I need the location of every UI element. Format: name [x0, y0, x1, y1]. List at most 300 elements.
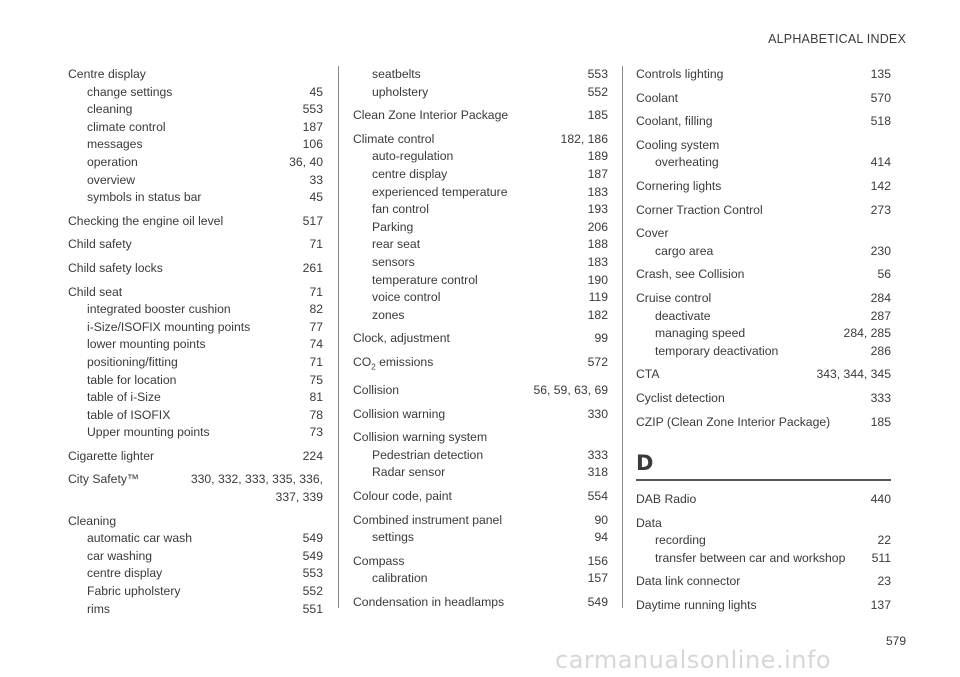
- index-term-rest: emissions: [375, 354, 434, 369]
- index-term-text: City Safety™: [68, 472, 140, 487]
- index-subterm: cleaning: [87, 102, 133, 117]
- index-entry-line: [636, 290, 891, 308]
- index-entry: [68, 236, 323, 254]
- index-subentry: [68, 372, 323, 390]
- index-page-ref: 552: [302, 584, 323, 599]
- index-term: [68, 471, 139, 489]
- index-subterm: Upper mounting points: [87, 425, 210, 440]
- index-term: [636, 414, 830, 432]
- index-page-ref: 188: [587, 237, 608, 252]
- index-subterm: recording: [655, 533, 706, 548]
- index-entry: [636, 491, 891, 509]
- index-subentry: [353, 236, 608, 254]
- index-term-text: Collision warning: [353, 406, 446, 421]
- index-subentry: [636, 325, 891, 343]
- index-entry: [636, 225, 891, 260]
- index-entry-line: [636, 390, 891, 408]
- index-page-ref: 137: [870, 598, 891, 613]
- index-subentry: [636, 154, 891, 172]
- index-entry: [353, 512, 608, 547]
- index-page-ref: 286: [870, 343, 891, 358]
- index-subterm: calibration: [372, 571, 428, 586]
- index-page-ref: 187: [587, 166, 608, 181]
- index-subterm: deactivate: [655, 308, 711, 323]
- index-subentry: [353, 201, 608, 219]
- index-term: [68, 448, 154, 466]
- index-term-text: Collision: [353, 382, 400, 397]
- index-term-text: Cooling system: [636, 137, 720, 152]
- index-term: [636, 113, 713, 131]
- index-subterm: table of i-Size: [87, 390, 161, 405]
- index-term-text: Child safety: [68, 237, 132, 252]
- index-term: [636, 137, 719, 155]
- index-page-ref: 119: [588, 290, 608, 305]
- index-entry-line: [636, 225, 891, 243]
- index-page-ref: 517: [302, 213, 323, 228]
- index-entry: [353, 330, 608, 348]
- index-page-ref: 440: [870, 492, 891, 507]
- index-page-ref: 551: [302, 601, 323, 616]
- index-page-ref: 73: [309, 425, 323, 440]
- index-subentry: [68, 583, 323, 601]
- index-subterm: Fabric upholstery: [87, 584, 181, 599]
- index-entry-line: [68, 66, 323, 84]
- index-subterm: climate control: [87, 119, 166, 134]
- index-page-ref: 206: [587, 219, 608, 234]
- index-entry-line: [353, 107, 608, 125]
- index-page-ref: 572: [587, 354, 608, 369]
- index-term: [68, 513, 116, 531]
- index-column-3: [636, 66, 891, 621]
- index-subentry: [68, 407, 323, 425]
- index-column-2: [353, 66, 608, 617]
- index-subterm: operation: [87, 154, 138, 169]
- index-subterm: automatic car wash: [87, 531, 192, 546]
- index-page-ref: 284, 285: [843, 326, 891, 341]
- index-subterm: temperature control: [372, 272, 478, 287]
- index-subterm: fan control: [372, 202, 429, 217]
- index-page-ref: 185: [587, 108, 608, 123]
- index-subterm: seatbelts: [372, 67, 421, 81]
- index-entry: [353, 553, 608, 588]
- index-page-ref: 189: [587, 149, 608, 164]
- index-entry: [353, 131, 608, 325]
- index-term-text: Corner Traction Control: [636, 202, 763, 217]
- column-divider: [622, 66, 623, 608]
- index-term: [353, 512, 502, 530]
- index-subentry: [68, 389, 323, 407]
- index-entry-line: [636, 414, 891, 432]
- index-subentry: [353, 254, 608, 272]
- index-page-ref: 287: [870, 308, 891, 323]
- index-page-ref: 71: [309, 354, 323, 369]
- index-entry: [636, 366, 891, 384]
- index-entry: [636, 137, 891, 172]
- index-page-ref: 553: [302, 102, 323, 117]
- index-term: [353, 107, 508, 125]
- index-term-text: Colour code, paint: [353, 488, 452, 503]
- index-page-ref: 554: [587, 488, 608, 503]
- index-entry: [353, 429, 608, 482]
- index-page-ref: 23: [877, 574, 891, 589]
- index-term: [636, 597, 757, 615]
- page-number: 579: [885, 634, 906, 648]
- index-entry: [636, 202, 891, 220]
- index-entry: [636, 266, 891, 284]
- index-term: [68, 213, 223, 231]
- index-subterm: Radar sensor: [372, 465, 446, 480]
- index-subterm: managing speed: [655, 326, 746, 341]
- index-term-text: Cleaning: [68, 513, 117, 528]
- index-term: [636, 491, 696, 509]
- index-term-text: Crash, see Collision: [636, 267, 745, 282]
- index-entry-line: [636, 266, 891, 284]
- index-entry: [636, 90, 891, 108]
- index-entry: [353, 354, 608, 376]
- index-subentry: [68, 84, 323, 102]
- index-page-ref: 71: [309, 284, 323, 299]
- index-term: [636, 225, 669, 243]
- index-term: [353, 553, 404, 571]
- index-page-ref: 142: [870, 178, 891, 193]
- index-term-text: Cornering lights: [636, 178, 722, 193]
- index-column-1: [68, 66, 323, 624]
- index-page-ref: 135: [870, 67, 891, 81]
- index-term-text: Controls lighting: [636, 67, 724, 81]
- index-page-ref: 106: [302, 137, 323, 152]
- index-page-ref: 330: [587, 406, 608, 421]
- index-subentry: [353, 307, 608, 325]
- index-term-text: Data: [636, 515, 662, 530]
- index-subterm: positioning/fitting: [87, 354, 178, 369]
- index-entry-line: [68, 284, 323, 302]
- index-term-text: Child safety locks: [68, 260, 163, 275]
- index-page-ref: 183: [587, 184, 608, 199]
- index-term: [636, 178, 721, 196]
- index-subentry: [68, 136, 323, 154]
- index-entry: [353, 406, 608, 424]
- index-term-text: DAB Radio: [636, 492, 697, 507]
- index-subentry: [636, 243, 891, 261]
- index-entry-line: [636, 113, 891, 131]
- index-page-ref-continued: 337, 339: [275, 490, 323, 505]
- index-subterm: overheating: [655, 155, 719, 170]
- index-subentry: [353, 219, 608, 237]
- index-page-ref: 183: [587, 254, 608, 269]
- index-entry-line: [353, 131, 608, 149]
- index-entry: [68, 448, 323, 466]
- index-subentry: [353, 529, 608, 547]
- index-entry: [636, 66, 891, 84]
- index-page-ref: 90: [594, 512, 608, 527]
- index-term-text: Combined instrument panel: [353, 512, 503, 527]
- index-subentry: [68, 319, 323, 337]
- index-entry: [636, 113, 891, 131]
- index-term: [636, 515, 662, 533]
- index-subentry: [353, 447, 608, 465]
- index-subterm: cargo area: [655, 243, 714, 258]
- index-page-ref: 414: [870, 155, 891, 170]
- index-term-text: Checking the engine oil level: [68, 213, 224, 228]
- index-page-ref: 552: [587, 84, 608, 99]
- index-page-ref: 75: [309, 372, 323, 387]
- index-subentry: [68, 565, 323, 583]
- index-entry: [68, 260, 323, 278]
- index-term-text: Centre display: [68, 67, 146, 81]
- index-page-ref: 549: [302, 548, 323, 563]
- index-entry-line: [636, 137, 891, 155]
- index-subterm: Pedestrian detection: [372, 447, 484, 462]
- index-term: [353, 594, 504, 612]
- index-term-text: Condensation in headlamps: [353, 594, 505, 609]
- index-subterm: change settings: [87, 84, 173, 99]
- index-page-ref: 333: [870, 390, 891, 405]
- index-term-text: Collision warning system: [353, 430, 488, 445]
- index-page-ref: 553: [587, 67, 608, 81]
- index-entry: [353, 66, 608, 101]
- index-subterm: auto-regulation: [372, 149, 454, 164]
- index-subterm: zones: [372, 307, 405, 322]
- index-page-ref: 74: [309, 337, 323, 352]
- index-subentry: [353, 84, 608, 102]
- index-page-ref: 99: [594, 331, 608, 346]
- index-subentry: [68, 354, 323, 372]
- index-page-ref: 81: [309, 390, 323, 405]
- index-page-ref: 553: [302, 566, 323, 581]
- index-term-text: Clean Zone Interior Package: [353, 108, 509, 123]
- index-term-text: Cigarette lighter: [68, 448, 155, 463]
- index-term: [353, 330, 450, 348]
- index-page-ref: 343, 344, 345: [816, 367, 891, 382]
- index-entry-line: [636, 491, 891, 509]
- index-page-ref: 518: [870, 114, 891, 129]
- index-term-text: CTA: [636, 367, 660, 382]
- index-term-text: Compass: [353, 553, 405, 568]
- index-subterm: i-Size/ISOFIX mounting points: [87, 319, 251, 334]
- index-page-ref: 230: [870, 243, 891, 258]
- index-term-text: Cyclist detection: [636, 390, 725, 405]
- index-entry: [353, 488, 608, 506]
- index-subterm: voice control: [372, 290, 441, 305]
- index-entry: [636, 515, 891, 568]
- index-subterm: table of ISOFIX: [87, 407, 171, 422]
- index-subterm: table for location: [87, 372, 177, 387]
- index-subentry: [68, 101, 323, 119]
- index-entry: [68, 66, 323, 207]
- index-subterm: rims: [87, 601, 111, 616]
- index-subterm: settings: [372, 530, 415, 545]
- index-term-text: CO: [353, 354, 372, 369]
- index-term-text: Daytime running lights: [636, 598, 757, 613]
- index-entry: [68, 284, 323, 442]
- index-subterm: centre display: [87, 566, 163, 581]
- index-page-ref: 185: [870, 414, 891, 429]
- index-page-ref: 570: [870, 90, 891, 105]
- index-entry: [636, 573, 891, 591]
- index-entry-line: [68, 448, 323, 466]
- index-entry-line: [353, 330, 608, 348]
- index-entry-line: [636, 573, 891, 591]
- index-entry-line: [636, 515, 891, 533]
- index-entry-line: [68, 513, 323, 531]
- index-entry-line: [353, 553, 608, 571]
- index-page-ref: 33: [309, 172, 323, 187]
- index-subentry: [68, 119, 323, 137]
- index-term: [68, 284, 122, 302]
- index-page-ref: 330, 332, 333, 335, 336,: [190, 472, 323, 487]
- index-subentry: [68, 548, 323, 566]
- index-page-ref: 182, 186: [560, 131, 608, 146]
- index-page-ref: 156: [587, 553, 608, 568]
- index-subentry: [353, 289, 608, 307]
- index-term: [636, 66, 723, 84]
- index-term-text: Cruise control: [636, 290, 712, 305]
- index-entry-line: [353, 354, 608, 376]
- index-entry-line: [353, 382, 608, 400]
- index-entry: [636, 597, 891, 615]
- index-subterm: centre display: [372, 166, 448, 181]
- index-subentry: [353, 570, 608, 588]
- index-page-ref: 56, 59, 63, 69: [533, 382, 608, 397]
- index-page-ref: 182: [587, 307, 608, 322]
- index-term: [636, 266, 744, 284]
- index-page-ref: 94: [594, 530, 608, 545]
- index-entry: [353, 594, 608, 612]
- index-page-ref: 318: [587, 465, 608, 480]
- index-entry: [636, 290, 891, 360]
- index-subterm: overview: [87, 172, 136, 187]
- letter-rule: [636, 479, 891, 481]
- index-entry-line: [353, 406, 608, 424]
- index-subentry: [353, 166, 608, 184]
- index-page-ref: 71: [309, 237, 323, 252]
- index-subentry: [353, 66, 608, 84]
- index-page-ref: 82: [309, 302, 323, 317]
- index-subentry: [353, 184, 608, 202]
- index-subentry: [68, 601, 323, 619]
- index-entry: [68, 471, 323, 506]
- index-page-ref: 224: [302, 448, 323, 463]
- index-entry: [353, 107, 608, 125]
- letter-heading-d: [636, 451, 891, 481]
- index-subentry: [68, 424, 323, 442]
- index-page-ref: 511: [871, 550, 891, 565]
- index-term-text: Coolant, filling: [636, 114, 713, 129]
- index-term: [636, 366, 659, 384]
- index-page-ref: 190: [587, 272, 608, 287]
- index-subterm: integrated booster cushion: [87, 302, 231, 317]
- index-page-ref: 273: [870, 202, 891, 217]
- index-term: [353, 406, 445, 424]
- index-term: [353, 131, 434, 149]
- index-term-text: Child seat: [68, 284, 123, 299]
- index-subentry: [353, 148, 608, 166]
- index-term: [636, 573, 740, 591]
- index-term: [636, 290, 711, 308]
- column-divider: [338, 66, 339, 608]
- letter-d: D: [636, 451, 654, 476]
- index-entry-line: [636, 597, 891, 615]
- index-subterm: symbols in status bar: [87, 190, 202, 205]
- index-page-ref: 157: [587, 571, 608, 586]
- index-subentry: [68, 530, 323, 548]
- index-entry: [353, 382, 608, 400]
- index-entry: [636, 390, 891, 408]
- index-term-text: Clock, adjustment: [353, 331, 450, 346]
- index-term: [353, 382, 399, 400]
- index-page-ref: 78: [309, 407, 323, 422]
- index-entry-line: [353, 429, 608, 447]
- index-entry-line: [68, 213, 323, 231]
- index-term-text: Cover: [636, 226, 669, 241]
- index-subentry: [636, 550, 891, 568]
- index-term: [636, 390, 725, 408]
- index-page-ref: 45: [309, 190, 323, 205]
- watermark-text: carmanualsonline.info: [555, 646, 832, 674]
- index-page-ref: 45: [309, 84, 323, 99]
- index-page-ref: 193: [587, 202, 608, 217]
- index-subterm: car washing: [87, 548, 153, 563]
- index-subterm: transfer between car and workshop: [655, 550, 846, 565]
- index-subentry: [353, 464, 608, 482]
- index-page-ref: 549: [302, 531, 323, 546]
- index-entry-line: [636, 366, 891, 384]
- index-entry-line: [636, 90, 891, 108]
- index-page-ref: 284: [870, 290, 891, 305]
- index-subentry: [636, 532, 891, 550]
- index-page-ref: 549: [587, 594, 608, 609]
- index-entry-line: [68, 471, 323, 489]
- index-page-ref: 333: [587, 447, 608, 462]
- index-subterm: Parking: [372, 219, 414, 234]
- index-term-text: CZIP (Clean Zone Interior Package): [636, 414, 831, 429]
- index-term-text: Climate control: [353, 131, 435, 146]
- index-entry: [636, 178, 891, 196]
- index-term: [68, 236, 132, 254]
- subscript: 2: [371, 362, 376, 372]
- index-subentry: [68, 172, 323, 190]
- index-term: [353, 429, 487, 447]
- index-subentry: [68, 301, 323, 319]
- index-subentry: [636, 343, 891, 361]
- index-entry: [68, 513, 323, 619]
- index-subterm: messages: [87, 137, 143, 152]
- index-term: [353, 488, 452, 506]
- index-entry-line: [68, 236, 323, 254]
- index-entry-line: [353, 594, 608, 612]
- index-entry: [636, 414, 891, 432]
- index-subterm: rear seat: [372, 237, 421, 252]
- index-term: [68, 66, 146, 84]
- index-entry-line: [353, 512, 608, 530]
- index-subentry: [68, 154, 323, 172]
- index-term: [353, 354, 433, 376]
- index-page-ref: 77: [309, 319, 323, 334]
- index-page-ref: 56: [877, 267, 891, 282]
- index-subterm: sensors: [372, 254, 415, 269]
- index-term-text: Data link connector: [636, 574, 741, 589]
- index-entry-line: [353, 488, 608, 506]
- page-header-title: ALPHABETICAL INDEX: [768, 32, 906, 46]
- index-term: [636, 202, 763, 220]
- index-page-ref: 36, 40: [289, 154, 323, 169]
- index-page-ref: 187: [302, 119, 323, 134]
- index-entry-line: [636, 66, 891, 84]
- index-term-text: Coolant: [636, 90, 679, 105]
- index-term: [68, 260, 163, 278]
- index-subterm: lower mounting points: [87, 337, 206, 352]
- index-subterm: experienced temperature: [372, 184, 508, 199]
